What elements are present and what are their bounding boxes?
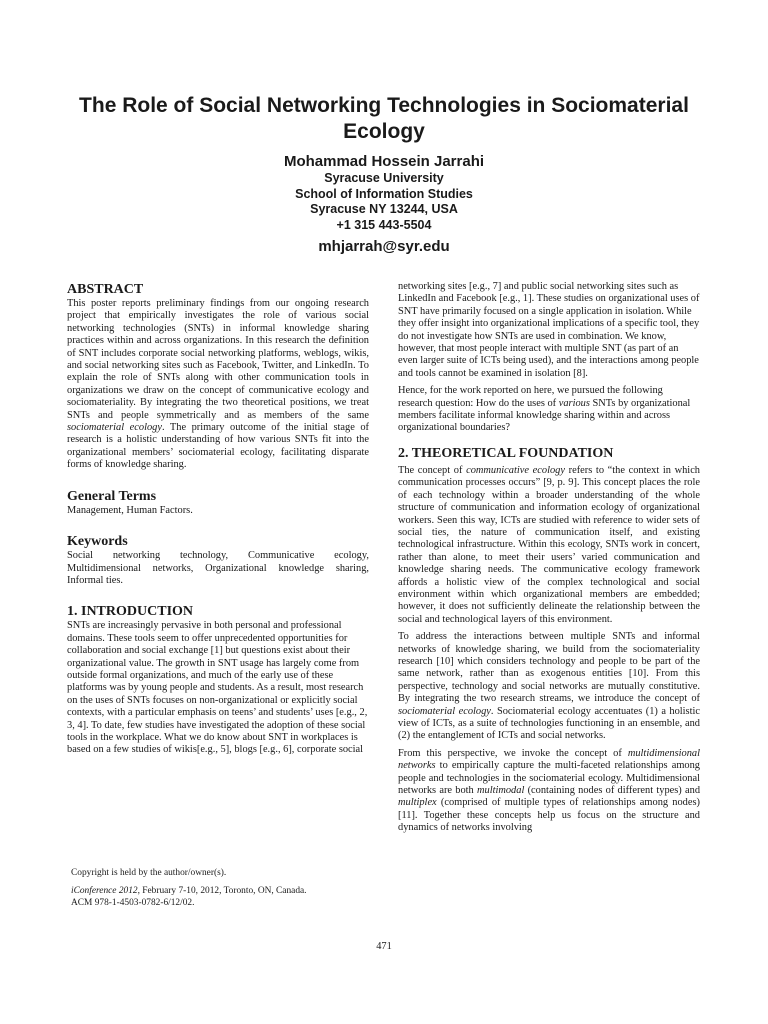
acm-isbn: ACM 978-1-4503-0782-6/12/02.	[71, 898, 195, 908]
abstract-heading: ABSTRACT	[67, 282, 144, 297]
author-block	[60, 152, 708, 256]
left-column	[67, 281, 369, 757]
theory-p2-part-b: . Sociomaterial ecology accentuates (1) a holistic view of ICTs, as a suite of technologies functioning in an ensemble, and (2) the entanglement of ICTs and social networks.	[398, 705, 700, 742]
general-terms-text: Management, Human Factors.	[67, 504, 193, 516]
copyright-block	[71, 867, 371, 909]
theory-p2-italic: sociomaterial ecology	[398, 705, 491, 717]
right-column	[398, 281, 700, 835]
author-email: mhjarrah@syr.edu	[318, 238, 450, 255]
abstract-italic-term: sociomaterial ecology	[67, 422, 162, 434]
theory-p3-part-a: From this perspective, we invoke the concept of	[398, 747, 628, 759]
theory-p1-italic: communicative ecology	[466, 464, 565, 476]
author-affiliation-university: Syracuse University	[324, 171, 444, 185]
theory-p3-italic-3: multiplex	[398, 797, 437, 809]
keywords-text: Social networking technology, Communicative ecology, Multidimensional networks, Organizational knowledge sharing, Informal ties.	[67, 550, 369, 586]
author-affiliation-phone: +1 315 443-5504	[336, 217, 432, 232]
author-affiliation-address: Syracuse NY 13244, USA	[310, 202, 458, 216]
theory-p1-part-b: refers to “the context in which communication processes occurs” [9, p. 9]. This concept places the role of each technology within a broader understanding of the whole structure of communication and information ecology of organizational workers. Seen this way, ICTs are studied with reference to wider sets of social ties, the nature of communication itself, and existing technological infrastructure. Within this ecology, SNTs work in concert, rather than alone, to meet their users’ varied communication and knowledge sharing needs. The communicative ecology framework affords a holistic view of the complex technological and social environment within which organizational members are embedded; however, it does not sufficiently delineate the relationship between the social and technological layers of this environment.	[398, 464, 700, 625]
research-question-part-2: SNTs by organizational members facilitate informal knowledge sharing within and across organizational boundaries?	[398, 397, 691, 434]
introduction-text: SNTs are increasingly pervasive in both personal and professional domains. These tools seem to offer unprecedented opportunities for collaboration and social exchange [1] but questions exist about their organizational value. The growth in SNT usage has largely come from outside formal organizations, and much of the early use of these platforms was by young people and students. As a result, most research on the uses of SNTs focuses on non-organizational or explicitly social contexts, with a particular emphasis on teens’ and students’ uses [e.g., 2, 3, 4]. To date, few studies have investigated the adoption of these social tools in the workplace. What we do know about SNT in workplaces is based on a few studies of wikis[e.g., 5], blogs [e.g., 6], corporate social	[67, 620, 368, 756]
conference-details: , February 7-10, 2012, Toronto, ON, Canada.	[137, 886, 307, 896]
abstract-text-part-2: . The primary outcome of the initial stage of research is a holistic understanding of how various SNTs fit into the organizational members’ sociomaterial ecology, facilitating disparate forms of knowledge sharing.	[67, 422, 369, 471]
theory-paragraph-3	[398, 748, 700, 835]
research-question	[398, 385, 700, 435]
theory-p1-part-a: The concept of	[398, 464, 467, 476]
conference-line	[71, 885, 371, 897]
theory-paragraph-1	[398, 465, 700, 626]
general-terms-heading: General Terms	[67, 488, 157, 504]
page-number: 471	[376, 941, 392, 952]
keywords-heading: Keywords	[67, 534, 128, 550]
conference-name: iConference 2012	[71, 886, 138, 896]
theory-p3-italic-2: multimodal	[477, 785, 525, 797]
research-question-italic: various	[558, 397, 590, 409]
copyright-notice: Copyright is held by the author/owner(s).	[71, 868, 227, 878]
abstract-text	[67, 298, 369, 472]
theory-p2-part-a: To address the interactions between multiple SNTs and informal networks of knowledge sharing, we build from the sociomateriality research [10] which considers technology and people to be part of the same network, rather than as exogenous entities [10]. From this perspective, technology and social networks are mutually constitutive. By integrating the two research streams, we introduce the concept of	[398, 631, 700, 705]
abstract-text-part-1: This poster reports preliminary findings from our ongoing research project that empirically investigates the role of various social networking technologies (SNTs) in informal knowledge sharing practices within and across organizations. In this research the definition of SNT includes corporate social networking platforms, weblogs, wikis, and social networking sites such as Facebook, Twitter, and LinkedIn. To explain the role of SNTs along with other communication tools in organizations we draw on the concept of communicative ecology and sociomateriality. By integrating the two theoretical positions, we treat SNTs and people symmetrically and as members of the same	[67, 298, 369, 421]
theory-paragraph-2	[398, 631, 700, 743]
author-name: Mohammad Hossein Jarrahi	[283, 153, 485, 170]
theory-heading: 2. THEORETICAL FOUNDATION	[398, 445, 614, 461]
theory-p3-part-b: to empirically capture the multi-faceted relationships among people and technologies in the sociomaterial ecology. Multidimensional networks are both	[398, 760, 700, 797]
author-affiliation-school: School of Information Studies	[295, 186, 473, 201]
theory-p3-italic-1: multidimensional networks	[398, 747, 700, 772]
research-question-part-1: Hence, for the work reported on here, we pursued the following research question: How do the uses of	[398, 385, 663, 409]
theory-p3-part-c: (containing nodes of different types) and	[524, 785, 701, 797]
paper-title: The Role of Social Networking Technologies in Sociomaterial Ecology	[79, 94, 689, 143]
theory-p3-part-d: (comprised of multiple types of relationships among nodes) [11]. Together these concepts help us focus on the structure and dynamics of networks involving	[398, 797, 700, 834]
introduction-heading: 1. INTRODUCTION	[67, 604, 194, 620]
introduction-continued-text: networking sites [e.g., 7] and public social networking sites such as LinkedIn and Facebook [e.g., 1]. These studies on organizational uses of SNT have primarily focused on a single application in isolation. While they offer insight into organizational implications of a specific tool, they do not investigate how SNTs are used in combination. We know, however, that most people interact with multiple SNT (as part of an even larger suite of ICTs being used), and the interactions among people and tools cannot be examined in isolation [8].	[398, 281, 700, 379]
